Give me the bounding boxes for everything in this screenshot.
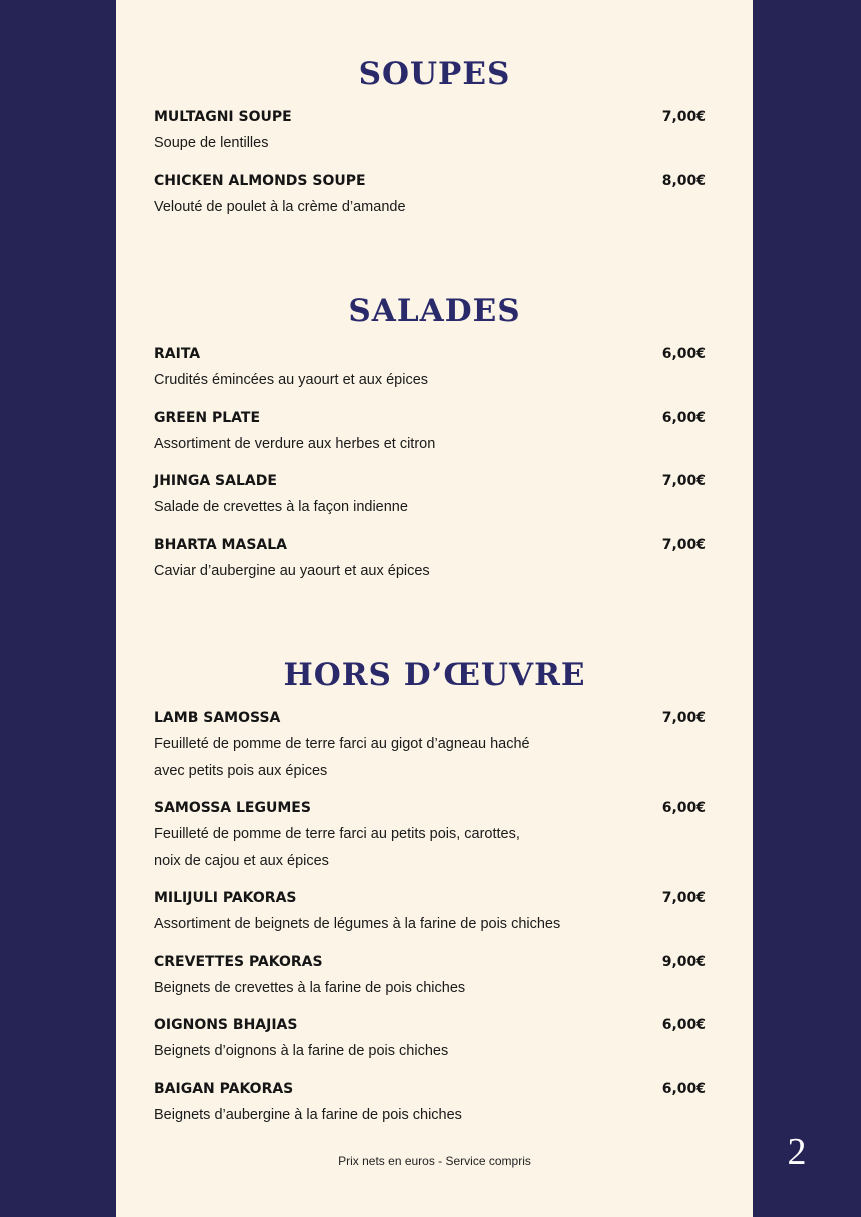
item-name: CHICKEN ALMONDS SOUPE xyxy=(154,172,366,189)
item-price: 7,00€ xyxy=(661,710,706,726)
item-price: 6,00€ xyxy=(661,1017,706,1033)
page-number: 2 xyxy=(787,1131,807,1173)
section-title: HORS D’ŒUVRE xyxy=(283,657,586,693)
section-title: SOUPES xyxy=(358,56,511,92)
menu-item xyxy=(116,1012,753,1065)
item-description: Feuilleté de pomme de terre farci au petits pois, carottes, noix de cajou et aux épices xyxy=(154,826,520,869)
menu-item xyxy=(116,705,753,784)
menu-item xyxy=(116,168,753,221)
item-price: 6,00€ xyxy=(661,409,706,426)
item-price: 8,00€ xyxy=(661,172,706,189)
item-name: MILIJULI PAKORAS xyxy=(154,890,297,906)
item-name: OIGNONS BHAJIAS xyxy=(154,1017,298,1033)
item-price: 7,00€ xyxy=(661,536,706,553)
item-name: MULTAGNI SOUPE xyxy=(154,109,292,125)
item-description: Feuilleté de pomme de terre farci au gigot d’agneau haché avec petits pois aux épices xyxy=(154,736,530,779)
section-salades xyxy=(116,291,753,584)
footer-note: Prix nets en euros - Service compris xyxy=(338,1154,531,1168)
item-description: Caviar d’aubergine au yaourt et aux épices xyxy=(154,562,430,579)
item-description: Crudités émincées au yaourt et aux épices xyxy=(154,372,429,388)
item-description: Beignets de crevettes à la farine de pois chiches xyxy=(154,979,466,996)
menu-item xyxy=(116,341,753,394)
item-description: Salade de crevettes à la façon indienne xyxy=(154,499,408,515)
item-description: Assortiment de verdure aux herbes et citron xyxy=(154,435,436,452)
section-title: SALADES xyxy=(348,293,521,329)
section-hors-doeuvre xyxy=(116,655,753,1128)
item-description: Beignets d’aubergine à la farine de pois chiches xyxy=(154,1106,462,1123)
item-description: Beignets d’oignons à la farine de pois chiches xyxy=(154,1043,449,1059)
item-price: 6,00€ xyxy=(661,800,706,816)
menu-item xyxy=(116,468,753,521)
item-name: BAIGAN PAKORAS xyxy=(154,1080,294,1097)
item-name: GREEN PLATE xyxy=(154,409,261,426)
menu-item xyxy=(116,532,753,585)
item-price: 9,00€ xyxy=(661,953,706,970)
menu-item xyxy=(116,795,753,874)
item-name: CREVETTES PAKORAS xyxy=(154,953,323,970)
item-name: JHINGA SALADE xyxy=(154,473,277,489)
item-price: 7,00€ xyxy=(661,890,706,906)
menu-item xyxy=(116,1076,753,1129)
menu-item xyxy=(116,949,753,1002)
item-price: 6,00€ xyxy=(661,346,706,362)
item-description: Velouté de poulet à la crème d’amande xyxy=(154,198,406,215)
item-price: 7,00€ xyxy=(661,109,706,125)
menu-item xyxy=(116,405,753,458)
menu-item xyxy=(116,885,753,938)
item-name: BHARTA MASALA xyxy=(154,536,287,553)
item-name: SAMOSSA LEGUMES xyxy=(154,800,311,816)
menu-page xyxy=(116,0,753,1217)
item-price: 7,00€ xyxy=(661,473,706,489)
item-price: 6,00€ xyxy=(661,1080,706,1097)
section-soupes xyxy=(116,54,753,220)
menu-item xyxy=(116,104,753,157)
item-description: Assortiment de beignets de légumes à la farine de pois chiches xyxy=(154,916,561,932)
item-name: RAITA xyxy=(154,346,201,362)
item-description: Soupe de lentilles xyxy=(154,135,269,151)
item-name: LAMB SAMOSSA xyxy=(154,710,281,726)
